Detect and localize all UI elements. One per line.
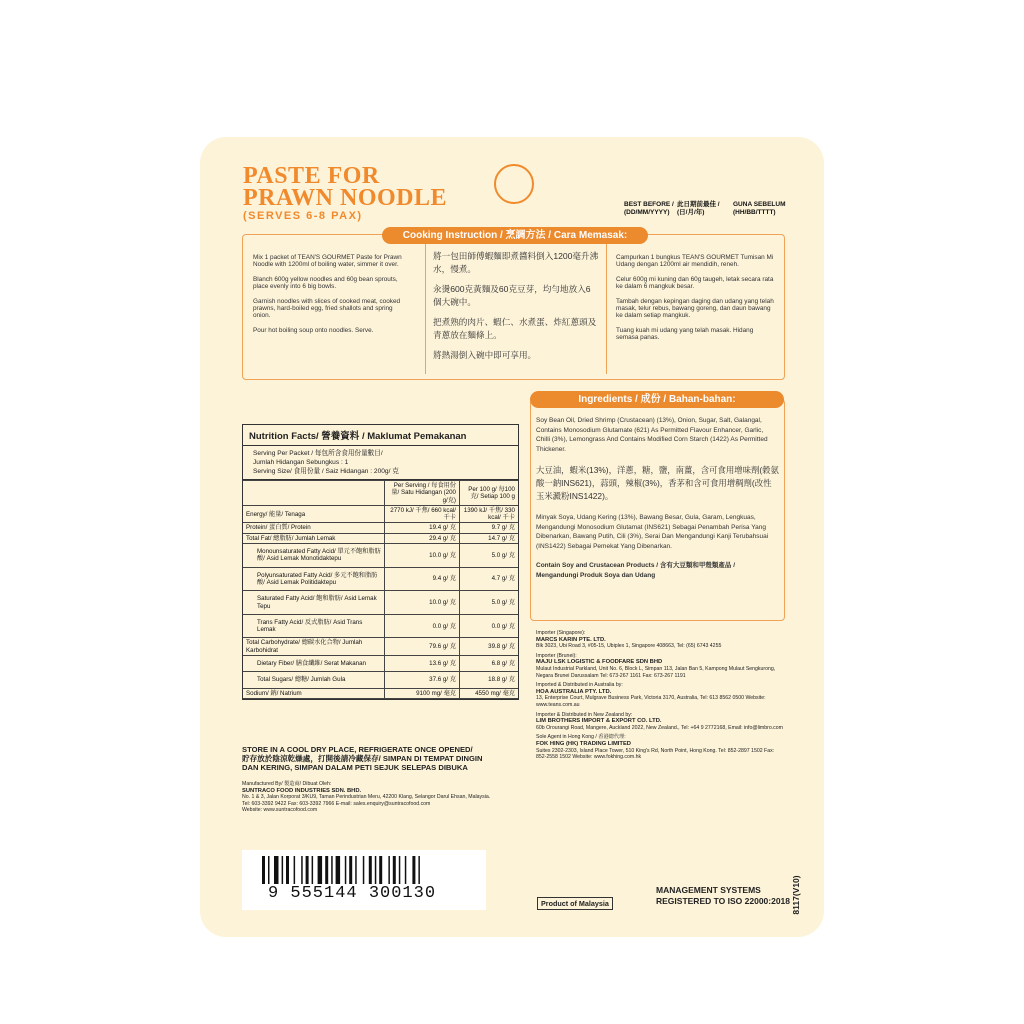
nutrient-label: Protein/ 蛋白質/ Protein: [243, 523, 385, 533]
importer-name: MAJU LSK LOGISTIC & FOODFARE SDN BHD: [536, 659, 663, 666]
barcode-bar: [375, 856, 377, 884]
nutrient-label: Total Sugars/ 總糖/ Jumlah Gula: [243, 672, 385, 688]
value-per-100g: 39.8 g/ 克: [460, 638, 519, 656]
importer-addr: 13, Enterprise Court, Mulgrave Business Park, Victoria 3170, Australia, Tel: 613 8562 0500 Website: www.teans.com.au: [536, 695, 766, 708]
barcode-bar: [418, 856, 420, 884]
nutrition-row: [243, 533, 518, 543]
importers-list: [536, 630, 784, 764]
nutrition-table: [243, 480, 518, 699]
nutrition-row: [243, 567, 518, 591]
nutrient-label: Energy/ 能量/ Tenaga: [243, 505, 385, 523]
value-per-serving: 10.0 g/ 克: [385, 591, 460, 615]
window-circle: [494, 164, 534, 204]
barcode-bar: [294, 856, 296, 884]
importer-entry: [536, 682, 784, 708]
col-per-serving: Per Serving / 每食用份量/ Satu Hidangan (200 g/克): [385, 481, 460, 506]
value-per-100g: 6.8 g/ 克: [460, 656, 519, 672]
nutrition-row: [243, 638, 518, 656]
barcode-bar: [312, 856, 314, 884]
barcode-bar: [388, 856, 390, 884]
nutrient-label: Monounsaturated Fatty Acid/ 單元不飽和脂肪酸/ Asid Lemak Monotidaktepu: [243, 544, 385, 568]
barcode-bar: [349, 856, 352, 884]
cooking-en: Mix 1 packet of TEAN'S GOURMET Paste for Prawn Noodle with 1200ml of boiling water, simmer it over. Blanch 600g yellow noodles and 60g bean sprouts, place evenly into 6 big bowls. Garnish noodles with slices of cooked meat, cooked prawns, hard-boiled egg, fried shallots and spring onion. Pour hot boiling soup onto noodles. Serve.: [253, 254, 402, 334]
importer-name: MARCS KARIN PTE. LTD.: [536, 636, 606, 643]
nutrition-row: [243, 544, 518, 568]
barcode-bar: [405, 856, 407, 884]
importer-name: LIM BROTHERS IMPORT & EXPORT CO. LTD.: [536, 718, 662, 725]
value-per-100g: 1390 kJ/ 千焦/ 330 kcal/ 千卡: [460, 505, 519, 523]
importer-addr: Blk 3023, Ubi Road 3, #05-15, Ubiplex 1, Singapore 408663, Tel: (65) 6743 4255: [536, 643, 722, 650]
storage-instructions: STORE IN A COOL DRY PLACE, REFRIGERATE ONCE OPENED/ 貯存放於陰涼乾燥處，打開後請冷藏保存/ SIMPAN DI TEMPAT DINGIN DAN KERING, SIMPAN DALAM PETI SEJUK SELEPAS DIBUKA: [242, 745, 483, 772]
barcode-number: 9 555144 300130: [268, 884, 437, 903]
best-before-zh: 此日期前最佳 / (日/月/年): [677, 201, 720, 216]
nutrient-label: Sodium/ 鈉/ Natrium: [243, 688, 385, 698]
value-per-serving: 37.6 g/ 克: [385, 672, 460, 688]
product-of: Product of Malaysia: [537, 897, 613, 910]
barcode-bar: [363, 856, 365, 884]
barcode-bar: [325, 856, 328, 884]
nutrient-label: Total Carbohydrate/ 總碳水化合物/ Jumlah Karbohidrat: [243, 638, 385, 656]
ingredients-text: [536, 416, 779, 590]
importer-entry: [536, 734, 784, 760]
barcode-bar: [301, 856, 303, 884]
nutrient-label: Total Fat/ 總脂肪/ Jumlah Lemak: [243, 533, 385, 543]
importer-label: Sole Agent in Hong Kong / 香港總代理:: [536, 734, 626, 741]
importer-addr: 60b Orourangi Road, Mangere, Auckland 2022, New Zealand., Tel: +64 9 2772168, Email: info@limbro.com: [536, 724, 783, 731]
serving-info: Serving Per Packet / 每包所含食用份量數目/ Jumlah Hidangan Sebungkus : 1 Serving Size/ 食用份量 / Saiz Hidangan : 200g/ 克: [243, 446, 518, 480]
cooking-zh: 將一包田師傅蝦麵即煮醬料倒入1200毫升沸水，慢煮。 汆燙600克黃麵及60克豆芽，均勻地放入6個大碗中。 把煮熟的肉片、蝦仁、水煮蛋、炸紅蔥頭及青蔥放在麵條上。 將熱湯倒入碗中即可享用。: [433, 251, 599, 360]
nutrient-label: Saturated Fatty Acid/ 飽和脂肪/ Asid Lemak Tepu: [243, 591, 385, 615]
barcode-bar: [286, 856, 289, 884]
value-per-100g: 9.7 g/ 克: [460, 523, 519, 533]
value-per-serving: 19.4 g/ 克: [385, 523, 460, 533]
nutrition-title: Nutrition Facts/ 營養資料 / Maklumat Pemakanan: [243, 425, 518, 446]
value-per-serving: 2770 kJ/ 千焦/ 660 kcal/ 千卡: [385, 505, 460, 523]
importer-name: HOA AUSTRALIA PTY. LTD.: [536, 688, 612, 695]
value-per-100g: 4550 mg/ 毫克: [460, 688, 519, 698]
importer-label: Importer & Distributed in New Zealand by:: [536, 711, 633, 718]
importer-entry: [536, 630, 784, 650]
nutrition-row: [243, 591, 518, 615]
ingredients-header: Ingredients / 成份 / Bahan-bahan:: [530, 391, 784, 408]
importer-entry: [536, 712, 784, 732]
barcode-bar: [331, 856, 333, 884]
nutrient-label: Dietary Fiber/ 膳食纖維/ Serat Makanan: [243, 656, 385, 672]
value-per-serving: 0.0 g/ 克: [385, 614, 460, 638]
manufacturer-info: Manufactured By/ 製造商/ Dibuat Oleh: SUNTRACO FOOD INDUSTRIES SDN. BHD. No. 1 & 3, Jalan Korporat 3/KU9, Taman Perindustrian Meru, 42200 Klang, Selangor Darul Ehsan, Malaysia. Tel: 603-3392 9422 Fax: 603-3392 7966 E-mail: sales.enquiry@suntracofood.com Website: www.suntracofood.com: [242, 781, 491, 814]
nutrition-row: [243, 614, 518, 638]
barcode-bar: [345, 856, 347, 884]
value-per-100g: 14.7 g/ 克: [460, 533, 519, 543]
value-per-100g: 4.7 g/ 克: [460, 567, 519, 591]
value-per-100g: 18.8 g/ 克: [460, 672, 519, 688]
nutrition-row: [243, 523, 518, 533]
cooking-ms: Campurkan 1 bungkus TEAN'S GOURMET Tumisan Mi Udang dengan 1200ml air mendidih, reneh. Celur 600g mi kuning dan 60g taugeh, letak secara rata ke dalam 6 mangkuk besar. Tambah dengan kepingan daging dan udang yang telah masak, telur rebus, bawang goreng, dan daun bawang ke dalam setiap mangkuk. Tuang kuah mi udang yang telah masak. Hidang semasa panas.: [616, 254, 774, 342]
value-per-serving: 29.4 g/ 克: [385, 533, 460, 543]
ingredients-zh: 大豆油，蝦米(13%)，洋蔥，糖，鹽，南薑，含可食用增味劑(穀氨酸一鈉INS621)，蒜頭，辣椒(3%)，香茅和含可食用增稠劑(改性玉米澱粉INS1422)。: [536, 465, 779, 501]
iso-statement: MANAGEMENT SYSTEMS REGISTERED TO ISO 22000:2018: [656, 885, 791, 906]
nutrient-label: Trans Fatty Acid/ 反式脂肪/ Asid Trans Lemak: [243, 614, 385, 638]
nutrition-row: [243, 505, 518, 523]
barcode-bar: [336, 856, 341, 884]
nutrient-label: Polyunsaturated Fatty Acid/ 多元不飽和脂肪酸/ Asid Lemak Politidaktepu: [243, 567, 385, 591]
barcode-bar: [412, 856, 415, 884]
value-per-serving: 9.4 g/ 克: [385, 567, 460, 591]
ingredients-ms: Minyak Soya, Udang Kering (13%), Bawang Besar, Gula, Garam, Lengkuas, Mengandungi Monosodium Glutamat (INS621) Sebagai Penambah Perisa Yang Dibenarkan, Bawang Putih, Cili (3%), Serai Dan Mengandungi Kanji Terubahsuai (INS1422) Sebagai Pemekat Yang Dibenarkan.: [536, 514, 769, 550]
product-title: PASTE FOR PRAWN NOODLE: [243, 163, 448, 211]
version-code: 8117(V10): [791, 875, 801, 915]
nutrition-row: [243, 656, 518, 672]
col-per-100g: Per 100 g/ 每100克/ Setiap 100 g: [460, 481, 519, 506]
barcode-bar: [355, 856, 357, 884]
value-per-100g: 5.0 g/ 克: [460, 591, 519, 615]
barcode-bar: [282, 856, 284, 884]
nutrition-header-row: [243, 481, 518, 506]
importer-label: Imported & Distributed in Australia by:: [536, 682, 623, 689]
importer-label: Importer (Singapore):: [536, 630, 586, 636]
barcode-bar: [379, 856, 382, 884]
best-before-en: BEST BEFORE / (DD/MM/YYYY): [624, 201, 674, 216]
best-before-ms: GUNA SEBELUM (HH/BB/TTTT): [733, 201, 786, 216]
cooking-header: Cooking Instruction / 烹調方法 / Cara Memasak:: [382, 227, 648, 244]
importer-label: Importer (Brunei):: [536, 652, 577, 659]
value-per-100g: 0.0 g/ 克: [460, 614, 519, 638]
barcode-bar: [393, 856, 396, 884]
barcode-bar: [268, 856, 270, 884]
value-per-100g: 5.0 g/ 克: [460, 544, 519, 568]
importer-addr: Suites 2302-2303, Island Place Tower, 510 King's Rd, North Point, Hong Kong. Tel: 852-2897 1502 Fax: 852-2558 1502 Website: www.fokhing.com.hk: [536, 747, 775, 761]
barcode-bar: [399, 856, 401, 884]
barcode-bar: [262, 856, 265, 884]
nutrition-row: [243, 672, 518, 688]
divider: [425, 244, 426, 374]
importer-entry: [536, 653, 784, 679]
allergen-statement: Contain Soy and Crustacean Products / 含有大豆類和甲殼類產品 / Mengandungi Produk Soya dan Udang: [536, 562, 735, 579]
divider: [606, 244, 607, 374]
value-per-serving: 10.0 g/ 克: [385, 544, 460, 568]
ingredients-en: Soy Bean Oil, Dried Shrimp (Crustacean) (13%), Onion, Sugar, Salt, Galangal, Contains Monosodium Glutamate (621) As Permitted Flavour Enhancer, Garlic, Chilli (3%), Lemongrass And Contains Modified Corn Starch (1422) As Permitted Thickener.: [536, 417, 768, 453]
importer-addr: Mulaut Industrial Parkland, Unit No. 6, Block L, Simpan 113, Jalan Ban 5, Kampong Mulaut Sengkurong, Negara Brunei Darussalam Tel: 673-267 1161 Fax: 673-267 1191: [536, 665, 776, 679]
barcode-bar: [274, 856, 279, 884]
importer-name: FOK HING (HK) TRADING LIMITED: [536, 740, 631, 747]
serves-label: (SERVES 6-8 PAX): [243, 210, 363, 222]
value-per-serving: 79.6 g/ 克: [385, 638, 460, 656]
nutrition-row: [243, 688, 518, 698]
barcode-bar: [306, 856, 309, 884]
barcode-bar: [369, 856, 372, 884]
version-code-wrap: [790, 860, 802, 940]
barcode: [242, 850, 486, 910]
nutrition-panel: [242, 424, 519, 700]
value-per-serving: 13.6 g/ 克: [385, 656, 460, 672]
barcode-bar: [318, 856, 323, 884]
value-per-serving: 9100 mg/ 毫克: [385, 688, 460, 698]
